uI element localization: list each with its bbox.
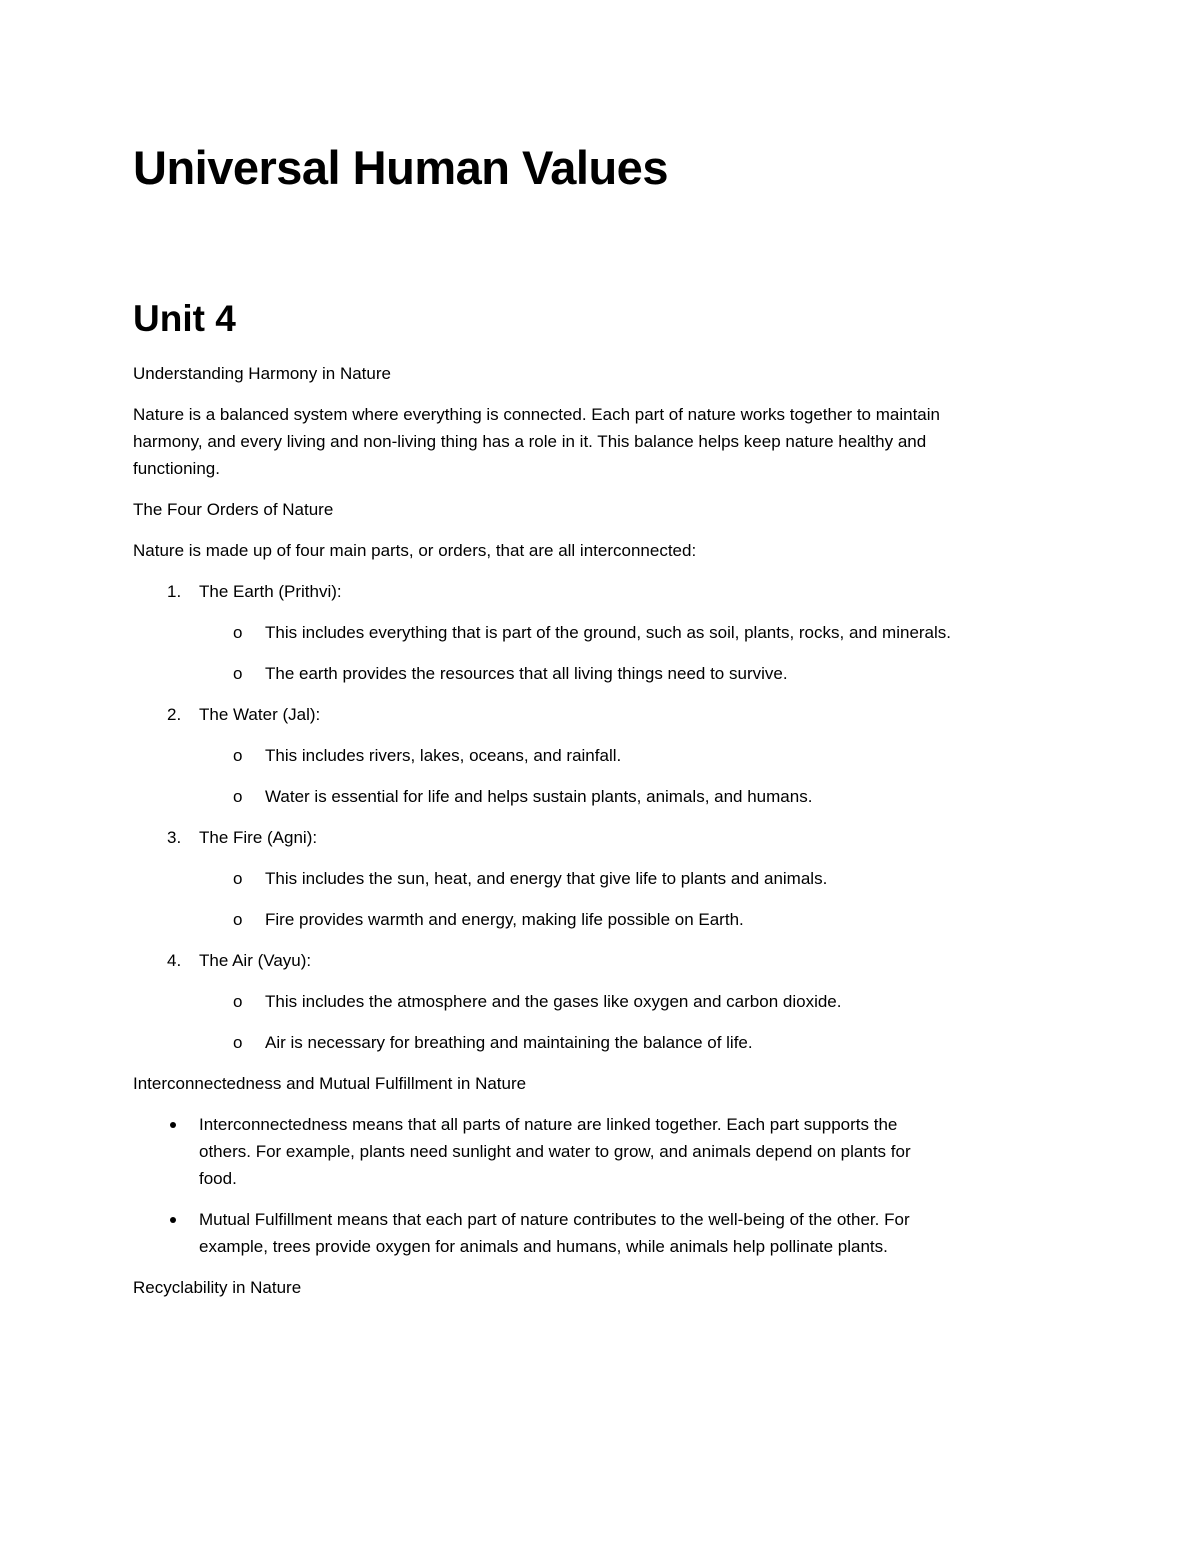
order-label: The Air (Vayu): xyxy=(199,951,312,970)
section-heading-harmony: Understanding Harmony in Nature xyxy=(133,364,391,383)
harmony-paragraph: Nature is a balanced system where everything is connected. Each part of nature works together to maintain harmony, and every living and non-living thing has a role in it. This balance helps keep nature healthy and functioning. xyxy=(133,405,940,478)
section-heading-four-orders: The Four Orders of Nature xyxy=(133,500,334,519)
order-points xyxy=(133,742,953,810)
circle-bullet-icon: o xyxy=(233,746,243,765)
circle-bullet-icon: o xyxy=(233,1033,243,1052)
section-heading-interconnectedness: Interconnectedness and Mutual Fulfillment in Nature xyxy=(133,1074,527,1093)
list-item: Mutual Fulfillment means that each part of nature contributes to the well-being of the other. For example, trees provide oxygen for animals and humans, while animals help pollinate plants. xyxy=(133,1206,953,1260)
orders-list xyxy=(133,578,953,1056)
order-number: 1. xyxy=(167,582,182,601)
list-item: o This includes everything that is part of the ground, such as soil, plants, rocks, and minerals. xyxy=(133,619,953,646)
document-content xyxy=(133,138,953,1301)
order-number: 4. xyxy=(167,951,182,970)
order-number: 3. xyxy=(167,828,182,847)
list-item: o This includes the atmosphere and the gases like oxygen and carbon dioxide. xyxy=(133,988,953,1015)
list-item: Interconnectedness means that all parts of nature are linked together. Each part supports the others. For example, plants need sunlight and water to grow, and animals depend on plants for food. xyxy=(133,1111,953,1192)
order-points xyxy=(133,865,953,933)
circle-bullet-icon: o xyxy=(233,787,243,806)
dot-bullet-icon xyxy=(133,1206,199,1260)
circle-bullet-icon: o xyxy=(233,992,243,1011)
order-label: The Water (Jal): xyxy=(199,705,321,724)
list-item: o This includes the sun, heat, and energy that give life to plants and animals. xyxy=(133,865,953,892)
circle-bullet-icon: o xyxy=(233,910,243,929)
order-item xyxy=(133,824,953,933)
document-title: Universal Human Values xyxy=(133,141,668,194)
four-orders-intro: Nature is made up of four main parts, or orders, that are all interconnected: xyxy=(133,541,697,560)
order-item xyxy=(133,578,953,687)
list-item: o This includes rivers, lakes, oceans, and rainfall. xyxy=(133,742,953,769)
order-points xyxy=(133,988,953,1056)
list-item: o Water is essential for life and helps sustain plants, animals, and humans. xyxy=(133,783,953,810)
dot-bullet-icon xyxy=(133,1111,199,1192)
order-item xyxy=(133,947,953,1056)
unit-heading: Unit 4 xyxy=(133,298,236,339)
list-item: o Air is necessary for breathing and maintaining the balance of life. xyxy=(133,1029,953,1056)
order-item xyxy=(133,701,953,810)
order-number: 2. xyxy=(167,705,182,724)
section-heading-recyclability: Recyclability in Nature xyxy=(133,1278,302,1297)
circle-bullet-icon: o xyxy=(233,869,243,888)
order-label: The Fire (Agni): xyxy=(199,828,318,847)
interconnectedness-list xyxy=(133,1111,953,1260)
circle-bullet-icon: o xyxy=(233,664,243,683)
order-label: The Earth (Prithvi): xyxy=(199,582,342,601)
list-item: o The earth provides the resources that all living things need to survive. xyxy=(133,660,953,687)
order-points xyxy=(133,619,953,687)
list-item: o Fire provides warmth and energy, making life possible on Earth. xyxy=(133,906,953,933)
circle-bullet-icon: o xyxy=(233,623,243,642)
